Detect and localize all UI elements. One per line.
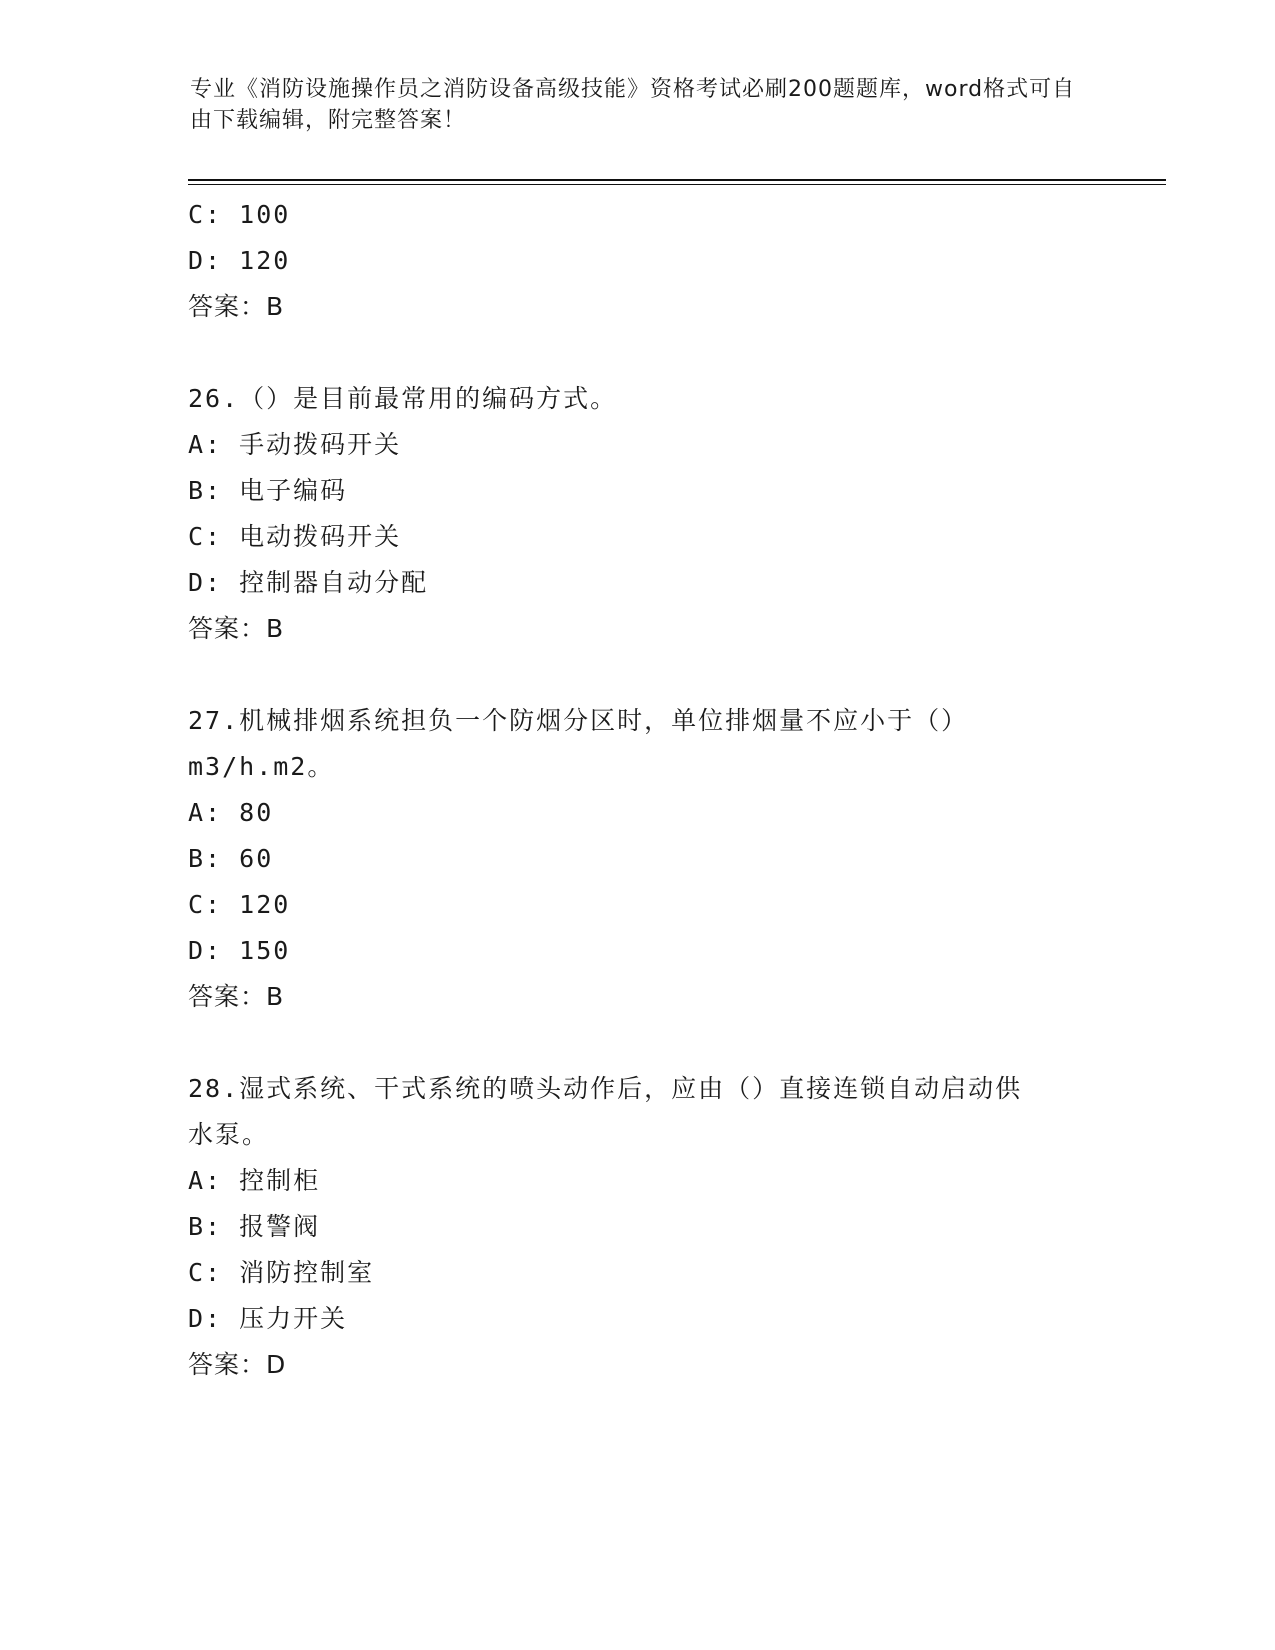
- spacer: [188, 330, 1088, 376]
- question-text-line-1: 28.湿式系统、干式系统的喷头动作后，应由（）直接连锁自动启动供: [188, 1074, 1023, 1103]
- question-25-continued: [188, 192, 1088, 330]
- question-27: [188, 698, 1088, 1020]
- question-28: [188, 1066, 1088, 1388]
- option-b: B: 60: [188, 844, 274, 873]
- option-b: B: 报警阀: [188, 1212, 321, 1241]
- option-a: A: 控制柜: [188, 1166, 321, 1195]
- spacer: [188, 1020, 1088, 1066]
- option-c: C: 消防控制室: [188, 1258, 375, 1287]
- question-text-line-2: m3/h.m2。: [188, 752, 335, 781]
- question-list: [188, 192, 1088, 1388]
- option-d: D: 120: [188, 246, 291, 275]
- option-b: B: 电子编码: [188, 476, 348, 505]
- header-divider-thin: [188, 184, 1166, 185]
- option-c: C: 120: [188, 890, 291, 919]
- option-c: C: 电动拨码开关: [188, 522, 402, 551]
- option-a: A: 80: [188, 798, 274, 827]
- answer: 答案：B: [188, 614, 285, 643]
- question-text-line-1: 27.机械排烟系统担负一个防烟分区时，单位排烟量不应小于（）: [188, 706, 969, 735]
- answer: 答案：B: [188, 292, 285, 321]
- option-d: D: 150: [188, 936, 291, 965]
- question-26: [188, 376, 1088, 652]
- option-d: D: 控制器自动分配: [188, 568, 429, 597]
- header-divider-thick: [188, 179, 1166, 181]
- option-c: C: 100: [188, 200, 291, 229]
- spacer: [188, 652, 1088, 698]
- question-text-line-2: 水泵。: [188, 1120, 270, 1149]
- header-title: 专业《消防设施操作员之消防设备高级技能》资格考试必刷200题题库，word格式可自由下载编辑，附完整答案！: [190, 77, 1076, 133]
- option-a: A: 手动拨码开关: [188, 430, 402, 459]
- answer: 答案：B: [188, 982, 285, 1011]
- question-text: 26.（）是目前最常用的编码方式。: [188, 384, 618, 413]
- option-d: D: 压力开关: [188, 1304, 348, 1333]
- answer: 答案：D: [188, 1350, 287, 1379]
- page-header: [190, 74, 1090, 136]
